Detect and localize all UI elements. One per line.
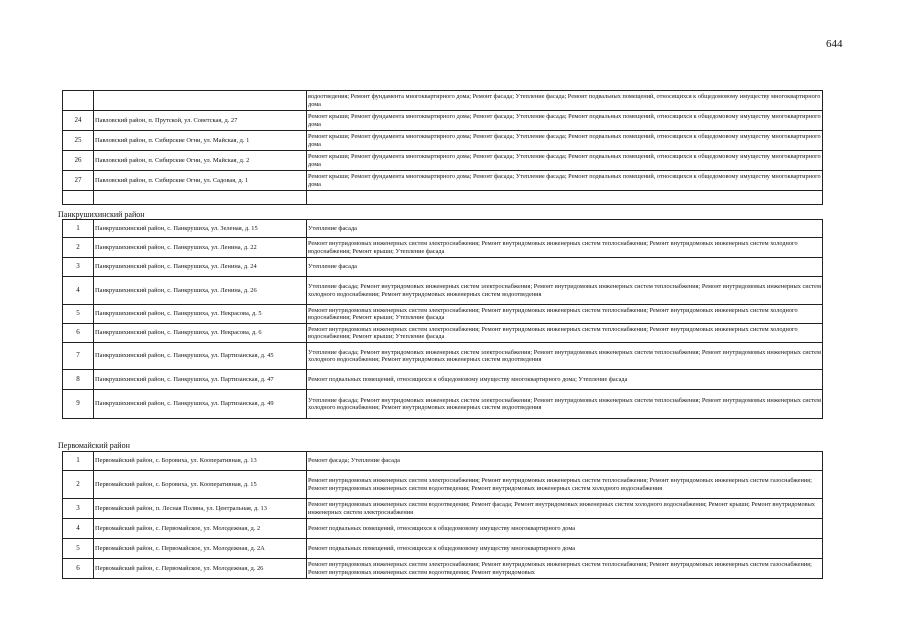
row-address: Павловский район, п. Прутской, ул. Советская, д. 27 bbox=[94, 111, 307, 131]
row-number: 5 bbox=[63, 539, 94, 559]
row-address: Панкрушихинский район, с. Панкрушиха, ул. Партизанская, д. 49 bbox=[94, 390, 307, 419]
table-row bbox=[63, 131, 823, 151]
row-number: 27 bbox=[63, 171, 94, 191]
row-number: 1 bbox=[63, 452, 94, 471]
row-works: Ремонт крыши; Ремонт фундамента многоквартирного дома; Ремонт фасада; Утепление фасада; Ремонт подвальных помещений, относящихся к общедомовому имуществу многоквартирного дома bbox=[307, 131, 823, 151]
row-address: Первомайский район, с. Первомайское, ул. Молодежная, д. 2 bbox=[94, 519, 307, 539]
row-address: Первомайский район, п. Лесная Поляна, ул. Центральная, д. 13 bbox=[94, 499, 307, 519]
row-works: Утепление фасада; Ремонт внутридомовых инженерных систем электроснабжения; Ремонт внутридомовых инженерных систем теплоснабжения; Ремонт внутридомовых инженерных систем холодного водоснабжения; Ремонт внутридомовых инженерных систем водоотведения bbox=[307, 277, 823, 305]
row-works: водоотведения; Ремонт фундамента многоквартирного дома; Ремонт фасада; Утепление фасада; Ремонт подвальных помещений, относящихся к общедомовому имуществу многоквартирного дома bbox=[307, 91, 823, 111]
row-number: 5 bbox=[63, 305, 94, 324]
table-row bbox=[63, 305, 823, 324]
row-works: Ремонт внутридомовых инженерных систем электроснабжения; Ремонт внутридомовых инженерных систем теплоснабжения; Ремонт внутридомовых инженерных систем холодного водоснабжения; Ремонт крыши; Утепление фасада bbox=[307, 324, 823, 343]
row-address: Первомайский район, с. Первомайское, ул. Молодежная, д. 26 bbox=[94, 559, 307, 579]
row-number: 3 bbox=[63, 499, 94, 519]
table-pavlovsky bbox=[62, 90, 823, 205]
table-row bbox=[63, 471, 823, 499]
row-works: Ремонт крыши; Ремонт фундамента многоквартирного дома; Ремонт фасада; Утепление фасада; Ремонт подвальных помещений, относящихся к общедомовому имуществу многоквартирного дома bbox=[307, 151, 823, 171]
row-works: Утепление фасада; Ремонт внутридомовых инженерных систем электроснабжения; Ремонт внутридомовых инженерных систем теплоснабжения; Ремонт внутридомовых инженерных систем холодного водоснабжения; Ремонт внутридомовых инженерных систем водоотведения bbox=[307, 390, 823, 419]
row-number: 6 bbox=[63, 559, 94, 579]
table-row bbox=[63, 539, 823, 559]
row-address: Панкрушихинский район, с. Панкрушиха, ул. Некрасова, д. 6 bbox=[94, 324, 307, 343]
table-row bbox=[63, 111, 823, 131]
table-row bbox=[63, 258, 823, 277]
row-address: Первомайский район, с. Боровиха, ул. Кооперативная, д. 13 bbox=[94, 452, 307, 471]
row-works: Ремонт внутридомовых инженерных систем электроснабжения; Ремонт внутридомовых инженерных систем теплоснабжения; Ремонт внутридомовых инженерных систем холодного водоснабжения; Ремонт крыши; Утепление фасада bbox=[307, 305, 823, 324]
row-works: Ремонт крыши; Ремонт фундамента многоквартирного дома; Ремонт фасада; Утепление фасада; Ремонт подвальных помещений, относящихся к общедомовому имуществу многоквартирного дома bbox=[307, 171, 823, 191]
table-row bbox=[63, 390, 823, 419]
table-row bbox=[63, 238, 823, 258]
row-number bbox=[63, 91, 94, 111]
row-works: Ремонт внутридомовых инженерных систем водоотведения; Ремонт фасада; Ремонт внутридомовых инженерных систем холодного водоснабжения; Ремонт крыши; Ремонт внутридомовых инженерных систем электроснабжения bbox=[307, 499, 823, 519]
row-works: Утепление фасада bbox=[307, 220, 823, 238]
table-row bbox=[63, 171, 823, 191]
row-address: Павловский район, п. Сибирские Огни, ул. Майская, д. 1 bbox=[94, 131, 307, 151]
table-pervomaisky bbox=[62, 451, 823, 579]
table-pankrushikha bbox=[62, 219, 823, 419]
row-address: Панкрушихинский район, с. Панкрушиха, ул. Партизанская, д. 47 bbox=[94, 370, 307, 390]
table-row bbox=[63, 324, 823, 343]
row-number: 8 bbox=[63, 370, 94, 390]
table-row bbox=[63, 277, 823, 305]
table-row bbox=[63, 499, 823, 519]
section-title-pankrushikha: Панкрушихинский район bbox=[58, 210, 145, 219]
row-number: 1 bbox=[63, 220, 94, 238]
row-number: 3 bbox=[63, 258, 94, 277]
empty-cell bbox=[307, 191, 823, 205]
row-works: Ремонт внутридомовых инженерных систем электроснабжения; Ремонт внутридомовых инженерных систем теплоснабжения; Ремонт внутридомовых инженерных систем холодного водоснабжения; Ремонт крыши; Утепление фасада bbox=[307, 238, 823, 258]
table-row bbox=[63, 91, 823, 111]
row-works: Ремонт внутридомовых инженерных систем электроснабжения; Ремонт внутридомовых инженерных систем теплоснабжения; Ремонт внутридомовых инженерных систем газоснабжения; Ремонт внутридомовых инженерных систем водоотведения; Ремонт внутридомовых инженерных систем холодного водоснабжения bbox=[307, 471, 823, 499]
row-number: 25 bbox=[63, 131, 94, 151]
row-works: Ремонт фасада; Утепление фасада bbox=[307, 452, 823, 471]
row-works: Утепление фасада bbox=[307, 258, 823, 277]
empty-cell bbox=[94, 191, 307, 205]
row-works: Ремонт подвальных помещений, относящихся к общедомовому имуществу многоквартирного дома; Утепление фасада bbox=[307, 370, 823, 390]
row-number: 6 bbox=[63, 324, 94, 343]
row-number: 4 bbox=[63, 277, 94, 305]
row-address: Панкрушихинский район, с. Панкрушиха, ул. Ленина, д. 22 bbox=[94, 238, 307, 258]
row-number: 9 bbox=[63, 390, 94, 419]
row-works: Ремонт подвальных помещений, относящихся к общедомовому имуществу многоквартирного дома bbox=[307, 539, 823, 559]
row-works: Утепление фасада; Ремонт внутридомовых инженерных систем электроснабжения; Ремонт внутридомовых инженерных систем теплоснабжения; Ремонт внутридомовых инженерных систем холодного водоснабжения; Ремонт внутридомовых инженерных систем водоотведения bbox=[307, 343, 823, 370]
row-number: 26 bbox=[63, 151, 94, 171]
table-row bbox=[63, 343, 823, 370]
table-row bbox=[63, 452, 823, 471]
row-address: Панкрушихинский район, с. Панкрушиха, ул. Зеленая, д. 15 bbox=[94, 220, 307, 238]
table-row-empty bbox=[63, 191, 823, 205]
row-address: Первомайский район, с. Первомайское, ул. Молодежная, д. 2А bbox=[94, 539, 307, 559]
empty-cell bbox=[63, 191, 94, 205]
row-address: Первомайский район, с. Боровиха, ул. Кооперативная, д. 15 bbox=[94, 471, 307, 499]
table-row bbox=[63, 559, 823, 579]
row-address: Павловский район, п. Сибирские Огни, ул. Садовая, д. 1 bbox=[94, 171, 307, 191]
row-works: Ремонт крыши; Ремонт фундамента многоквартирного дома; Ремонт фасада; Утепление фасада; Ремонт подвальных помещений, относящихся к общедомовому имуществу многоквартирного дома bbox=[307, 111, 823, 131]
row-number: 2 bbox=[63, 471, 94, 499]
table-row bbox=[63, 220, 823, 238]
row-works: Ремонт подвальных помещений, относящихся к общедомовому имуществу многоквартирного дома bbox=[307, 519, 823, 539]
row-works: Ремонт внутридомовых инженерных систем электроснабжения; Ремонт внутридомовых инженерных систем теплоснабжения; Ремонт внутридомовых инженерных систем газоснабжения; Ремонт внутридомовых инженерных систем водоотведения; Ремонт внутридомовых bbox=[307, 559, 823, 579]
row-number: 7 bbox=[63, 343, 94, 370]
row-number: 2 bbox=[63, 238, 94, 258]
table-row bbox=[63, 519, 823, 539]
row-number: 24 bbox=[63, 111, 94, 131]
row-number: 4 bbox=[63, 519, 94, 539]
row-address: Панкрушихинский район, с. Панкрушиха, ул. Ленина, д. 26 bbox=[94, 277, 307, 305]
row-address: Панкрушихинский район, с. Панкрушиха, ул. Партизанская, д. 45 bbox=[94, 343, 307, 370]
row-address bbox=[94, 91, 307, 111]
row-address: Панкрушихинский район, с. Панкрушиха, ул. Некрасова, д. 5 bbox=[94, 305, 307, 324]
row-address: Павловский район, п. Сибирские Огни, ул. Майская, д. 2 bbox=[94, 151, 307, 171]
section-title-pervomaisky: Первомайский район bbox=[58, 441, 130, 450]
table-row bbox=[63, 151, 823, 171]
row-address: Панкрушихинский район, с. Панкрушиха, ул. Ленина, д. 24 bbox=[94, 258, 307, 277]
table-row bbox=[63, 370, 823, 390]
page-number: 644 bbox=[826, 38, 843, 50]
